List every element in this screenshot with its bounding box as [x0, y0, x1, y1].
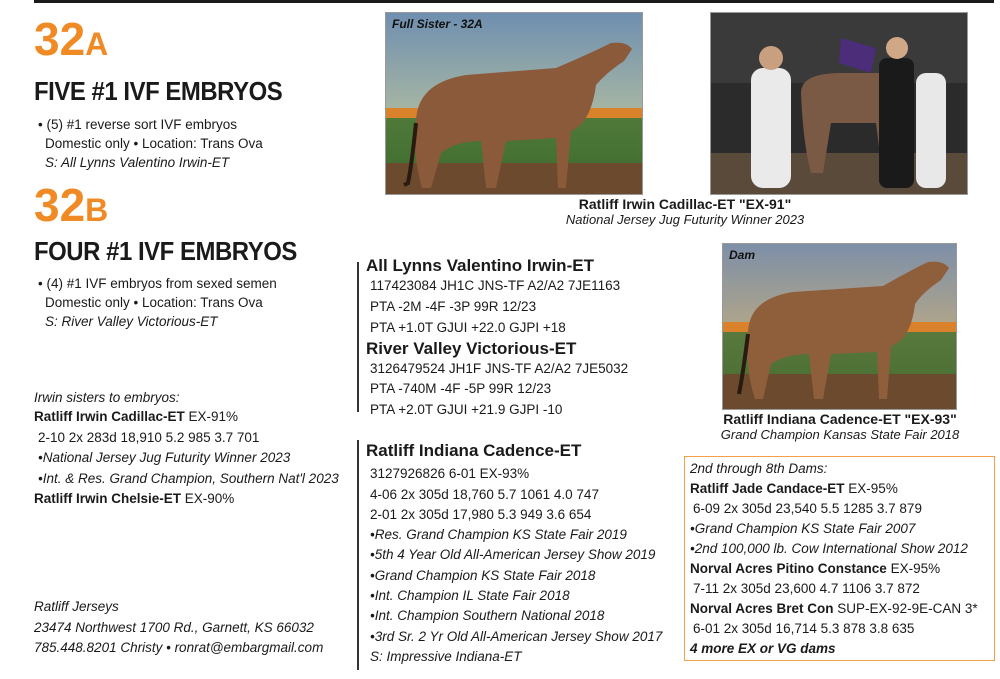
- ancestor-score: EX-95%: [886, 561, 941, 576]
- lot-number-32b: [34, 179, 109, 231]
- dam-record: 2-01 2x 305d 17,980 5.3 949 3.6 654: [370, 507, 592, 522]
- sister-1-award: •Int. & Res. Grand Champion, Southern Nat'l 2023: [38, 471, 339, 486]
- lot-b-sire: S: River Valley Victorious-ET: [45, 314, 218, 329]
- sire-2-name: River Valley Victorious-ET: [366, 339, 577, 358]
- lot-a-headline: FIVE #1 IVF EMBRYOS: [34, 76, 283, 106]
- ancestor-award: •2nd 100,000 lb. Cow International Show 2012: [690, 541, 968, 556]
- sister-1-award: •National Jersey Jug Futurity Winner 2023: [38, 450, 291, 465]
- sire-1-line: 117423084 JH1C JNS-TF A2/A2 7JE1163: [370, 278, 621, 293]
- dam-record: 4-06 2x 305d 18,760 5.7 1061 4.0 747: [370, 487, 599, 502]
- show-ring-photo: [710, 12, 968, 195]
- dam-name: Ratliff Indiana Cadence-ET: [366, 441, 582, 460]
- ancestor-score: EX-95%: [844, 481, 898, 496]
- sire-1-name: All Lynns Valentino Irwin-ET: [366, 256, 594, 275]
- ancestor-score: SUP-EX-92-9E-CAN 3*: [833, 601, 978, 616]
- sister-2-name: Ratliff Irwin Chelsie-ET: [34, 491, 182, 506]
- ancestor-1: [690, 479, 898, 498]
- top-rule: [34, 0, 994, 3]
- dam-award: •3rd Sr. 2 Yr Old All-American Jersey Show 2017: [370, 629, 663, 644]
- sire-2-line: PTA -740M -4F -5P 99R 12/23: [370, 381, 552, 396]
- dam-award: •5th 4 Year Old All-American Jersey Show 2019: [370, 547, 656, 562]
- more-dams-note: 4 more EX or VG dams: [690, 641, 836, 656]
- ancestor-2: [690, 559, 940, 578]
- sire-2-line: 3126479524 JH1F JNS-TF A2/A2 7JE5032: [370, 361, 629, 376]
- sister-2: [34, 489, 234, 508]
- farm-name: Ratliff Jerseys: [34, 599, 119, 614]
- lot-a-sire: S: All Lynns Valentino Irwin-ET: [45, 155, 230, 170]
- dam-photo-caption: [700, 411, 980, 442]
- ancestor-name: Norval Acres Pitino Constance: [690, 561, 887, 576]
- sire-1-line: PTA +1.0T GJUI +22.0 GJPI +18: [370, 320, 566, 335]
- farm-address: 23474 Northwest 1700 Rd., Garnett, KS 66032: [34, 620, 314, 635]
- dam-cow-illustration: [723, 244, 956, 409]
- ancestor-record: 6-01 2x 305d 16,714 5.3 878 3.8 635: [693, 621, 915, 636]
- caption-subtitle: National Jersey Jug Futurity Winner 2023: [565, 212, 805, 227]
- show-ring-illustration: [711, 13, 967, 194]
- dam-photo: [722, 243, 957, 410]
- sister-1-name: Ratliff Irwin Cadillac-ET: [34, 409, 185, 424]
- sister-1-score: EX-91%: [184, 409, 239, 424]
- dam-award: •Grand Champion KS State Fair 2018: [370, 568, 596, 583]
- dam-award: •Int. Champion Southern National 2018: [370, 608, 605, 623]
- lot-a-line1: • (5) #1 reverse sort IVF embryos: [38, 117, 238, 132]
- lot-letter: A: [85, 26, 109, 62]
- sisters-heading: Irwin sisters to embryos:: [34, 390, 180, 405]
- sire-1-line: PTA -2M -4F -3P 99R 12/23: [370, 299, 537, 314]
- farm-contact: 785.448.8201 Christy • ronrat@embargmail.com: [34, 640, 324, 655]
- dam-sire: S: Impressive Indiana-ET: [370, 649, 522, 664]
- sister-1-record: 2-10 2x 283d 18,910 5.2 985 3.7 701: [38, 430, 260, 445]
- sister-1: [34, 407, 238, 426]
- lot-number-32a: [34, 13, 109, 65]
- dam-award: •Res. Grand Champion KS State Fair 2019: [370, 527, 627, 542]
- ancestor-record: 6-09 2x 305d 23,540 5.5 1285 3.7 879: [693, 501, 922, 516]
- ancestor-record: 7-11 2x 305d 23,600 4.7 1106 3.7 872: [693, 581, 920, 596]
- caption-title: Ratliff Indiana Cadence-ET "EX-93": [723, 411, 957, 427]
- dam-award: •Int. Champion IL State Fair 2018: [370, 588, 570, 603]
- sire-2-line: PTA +2.0T GJUI +21.9 GJPI -10: [370, 402, 563, 417]
- sister-2-score: EX-90%: [181, 491, 235, 506]
- divider: [357, 440, 359, 670]
- photo-tag: Full Sister - 32A: [392, 17, 483, 31]
- show-photo-caption: [540, 196, 830, 227]
- ancestry-heading: 2nd through 8th Dams:: [690, 461, 828, 476]
- cow-illustration: [386, 13, 642, 194]
- photo-tag: Dam: [729, 248, 756, 262]
- ancestor-3: [690, 599, 978, 618]
- lot-b-line2: Domestic only • Location: Trans Ova: [45, 295, 263, 310]
- lot-b-line1: • (4) #1 IVF embryos from sexed semen: [38, 276, 277, 291]
- lot-number: 32: [34, 13, 86, 65]
- caption-title: Ratliff Irwin Cadillac-ET "EX-91": [578, 196, 792, 212]
- lot-letter: B: [85, 192, 109, 228]
- lot-b-headline: FOUR #1 IVF EMBRYOS: [34, 236, 297, 266]
- lot-number: 32: [34, 179, 86, 231]
- ancestor-name: Norval Acres Bret Con: [690, 601, 834, 616]
- dam-id-line: 3127926826 6-01 EX-93%: [370, 466, 530, 481]
- ancestor-name: Ratliff Jade Candace-ET: [690, 481, 845, 496]
- full-sister-photo: [385, 12, 643, 195]
- caption-subtitle: Grand Champion Kansas State Fair 2018: [720, 427, 960, 442]
- divider: [357, 262, 359, 412]
- ancestor-award: •Grand Champion KS State Fair 2007: [690, 521, 916, 536]
- lot-a-line2: Domestic only • Location: Trans Ova: [45, 136, 263, 151]
